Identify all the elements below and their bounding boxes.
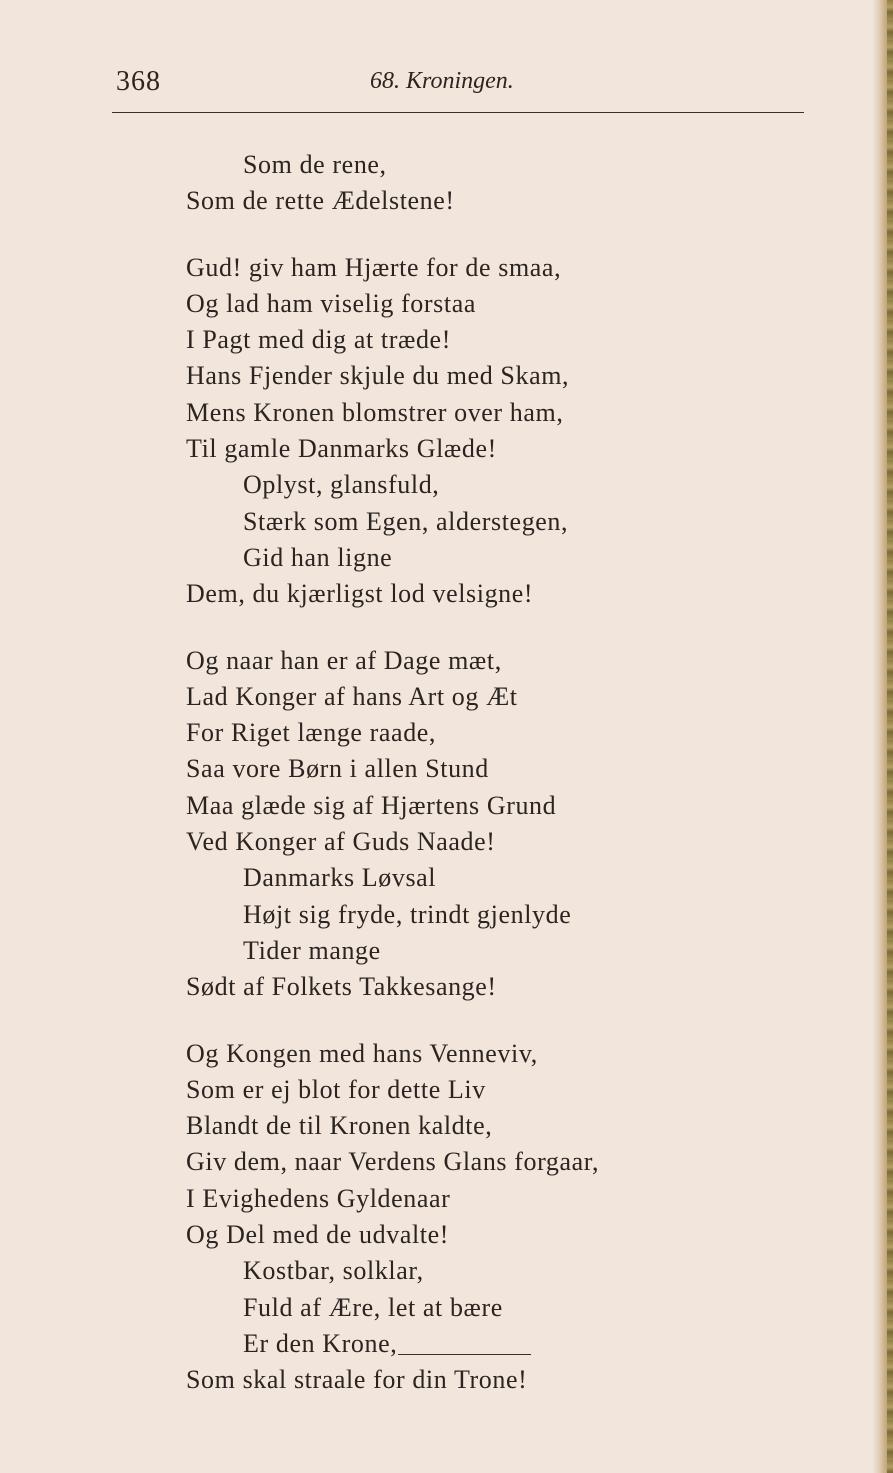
poem-line: Som skal straale for din Trone! xyxy=(186,1365,528,1395)
stanza xyxy=(186,643,766,1006)
poem-line: Giv dem, naar Verdens Glans forgaar, xyxy=(186,1147,600,1177)
poem-line: Tider mange xyxy=(243,935,381,965)
poem-line: Lad Konger af hans Art og Æt xyxy=(186,681,518,711)
poem-line: Som de rette Ædelstene! xyxy=(186,186,455,216)
poem-line: Danmarks Løvsal xyxy=(243,863,437,893)
page-number: 368 xyxy=(116,66,161,97)
stanza xyxy=(186,1036,766,1399)
poem-line: Stærk som Egen, alderstegen, xyxy=(243,506,569,536)
poem-line: I Pagt med dig at træde! xyxy=(186,325,451,355)
poem-line: Ved Konger af Guds Naade! xyxy=(186,827,496,857)
poem-line: I Evighedens Gyldenaar xyxy=(186,1183,451,1213)
poem-line: Blandt de til Kronen kaldte, xyxy=(186,1111,493,1141)
poem-line: Og Del med de udvalte! xyxy=(186,1220,450,1250)
running-title: 68. Kroningen. xyxy=(370,68,514,94)
poem-line: Oplyst, glansfuld, xyxy=(243,470,440,500)
poem-line: Sødt af Folkets Takkesange! xyxy=(186,972,497,1002)
poem-line: Gud! giv ham Hjærte for de smaa, xyxy=(186,252,562,282)
poem-line: Som er ej blot for dette Liv xyxy=(186,1074,486,1104)
poem-line: For Riget længe raade, xyxy=(186,718,437,748)
poem-line: Dem, du kjærligst lod velsigne! xyxy=(186,579,534,609)
stanza xyxy=(186,147,766,220)
header-rule xyxy=(112,112,804,113)
poem-line: Kostbar, solklar, xyxy=(243,1256,424,1286)
poem-line: Som de rene, xyxy=(243,150,387,179)
poem-line: Maa glæde sig af Hjærtens Grund xyxy=(186,790,557,820)
stanza xyxy=(186,250,766,613)
poem-line: Højt sig fryde, trindt gjenlyde xyxy=(243,899,572,929)
poem-line: Og Kongen med hans Venneviv, xyxy=(186,1038,538,1068)
end-rule xyxy=(398,1354,531,1355)
poem-line: Fuld af Ære, let at bære xyxy=(243,1292,503,1322)
poem-line: Og lad ham viselig forstaa xyxy=(186,288,476,318)
poem-line: Gid han ligne xyxy=(243,542,393,572)
poem-line: Mens Kronen blomstrer over ham, xyxy=(186,397,564,427)
poem-line: Hans Fjender skjule du med Skam, xyxy=(186,361,570,391)
poem-line: Til gamle Danmarks Glæde! xyxy=(186,434,497,464)
page-edge xyxy=(873,0,893,1473)
poem-line: Er den Krone, xyxy=(243,1328,398,1358)
poem-body xyxy=(186,147,766,1399)
poem-line: Saa vore Børn i allen Stund xyxy=(186,754,489,784)
poem-line: Og naar han er af Dage mæt, xyxy=(186,645,502,675)
